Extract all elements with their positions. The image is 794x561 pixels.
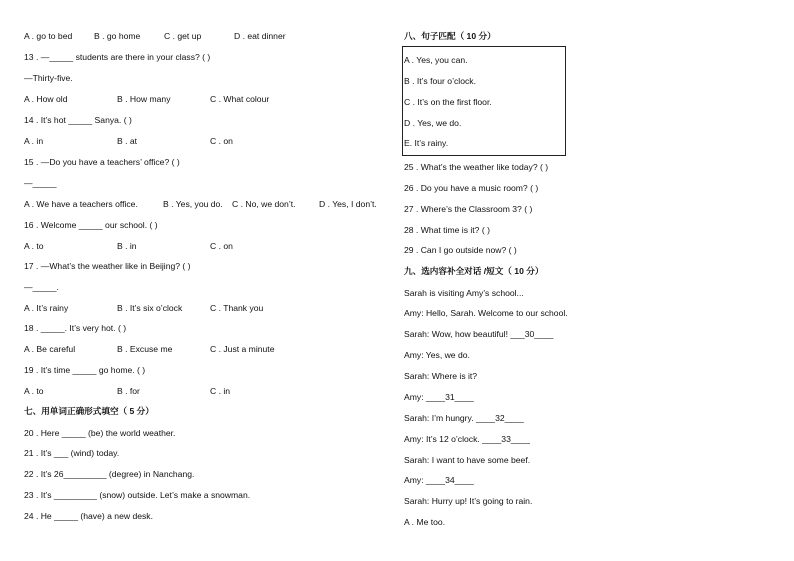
dialogue-line: Amy: ____31____ [404,392,474,402]
option-c: C . in [210,386,231,396]
q13-options [24,93,384,105]
dialogue-line: Amy: ____34____ [404,475,474,485]
question-27: 27 . Where’s the Classroom 3? ( ) [404,204,533,214]
dialogue-line: Sarah: I’m hungry. ____32____ [404,413,524,423]
question-13-answer: —Thirty-five. [24,73,73,83]
question-15: 15 . —Do you have a teachers’ office? ( ) [24,157,180,167]
question-18: 18 . _____. It’s very hot. ( ) [24,323,127,333]
question-23: 23 . It’s _________ (snow) outside. Let’s make a snowman. [24,490,251,500]
question-26: 26 . Do you have a music room? ( ) [404,183,539,193]
option-b: B . Excuse me [117,344,173,354]
q14-options [24,135,384,147]
option-c: C . Thank you [210,303,264,313]
dialogue-line: Sarah: I want to have some beef. [404,455,531,465]
question-29: 29 . Can I go outside now? ( ) [404,245,517,255]
question-17-answer: —_____. [24,282,59,292]
q18-options [24,343,384,355]
match-option-c: C . It’s on the first floor. [404,97,492,107]
q19-options [24,385,384,397]
dialogue-line: Sarah: Where is it? [404,371,478,381]
match-option-a: A . Yes, you can. [404,55,468,65]
dialogue-line: Amy: It’s 12 o’clock. ____33____ [404,434,530,444]
question-13: 13 . —_____ students are there in your class? ( ) [24,52,211,62]
option-a: A . How old [24,94,68,104]
option-a: A . to [24,386,44,396]
option-c: C . What colour [210,94,270,104]
option-b: B . in [117,241,137,251]
option-d: D . Yes, I don’t. [319,199,377,209]
option-c: C . get up [164,31,202,41]
option-b: B . at [117,136,138,146]
dialogue-line: Amy: Yes, we do. [404,350,470,360]
question-28: 28 . What time is it? ( ) [404,225,490,235]
match-option-d: D . Yes, we do. [404,118,462,128]
match-option-e: E. It’s rainy. [404,138,449,148]
q12-options [24,30,384,42]
section-9-title: 九、选内容补全对话 /短文（ 10 分） [404,266,544,276]
option-a: A . Be careful [24,344,76,354]
option-c: C . on [210,136,233,146]
option-b: B . Yes, you do. [163,199,223,209]
match-option-b: B . It’s four o’clock. [404,76,476,86]
question-22: 22 . It’s 26_________ (degree) in Nanchang. [24,469,195,479]
question-14: 14 . It’s hot _____ Sanya. ( ) [24,115,132,125]
option-a: A . to [24,241,44,251]
dialogue-option-a: A . Me too. [404,517,446,527]
option-a: A . It’s rainy [24,303,69,313]
question-17: 17 . —What’s the weather like in Beijing? ( ) [24,261,191,271]
question-15-answer: —_____ [24,178,57,188]
q17-options [24,302,384,314]
option-b: B . go home [94,31,141,41]
section-7-title: 七、用单词正确形式填空（ 5 分） [24,406,154,416]
option-a: A . in [24,136,44,146]
question-16: 16 . Welcome _____ our school. ( ) [24,220,158,230]
section-8-title: 八、句子匹配（ 10 分） [404,31,496,41]
option-b: B . How many [117,94,171,104]
dialogue-line: Sarah is visiting Amy’s school... [404,288,524,298]
question-21: 21 . It’s ___ (wind) today. [24,448,120,458]
dialogue-line: Sarah: Wow, how beautiful! ___30____ [404,329,554,339]
option-a: A . go to bed [24,31,73,41]
q16-options [24,240,384,252]
option-c: C . No, we don’t. [232,199,296,209]
question-25: 25 . What’s the weather like today? ( ) [404,162,549,172]
q15-options [24,198,394,210]
question-20: 20 . Here _____ (be) the world weather. [24,428,176,438]
question-24: 24 . He _____ (have) a new desk. [24,511,153,521]
dialogue-line: Sarah: Hurry up! It’s going to rain. [404,496,533,506]
option-c: C . on [210,241,233,251]
option-b: B . for [117,386,140,396]
dialogue-line: Amy: Hello, Sarah. Welcome to our school. [404,308,568,318]
option-a: A . We have a teachers office. [24,199,138,209]
option-c: C . Just a minute [210,344,275,354]
question-19: 19 . It’s time _____ go home. ( ) [24,365,146,375]
option-d: D . eat dinner [234,31,286,41]
option-b: B . It’s six o’clock [117,303,183,313]
